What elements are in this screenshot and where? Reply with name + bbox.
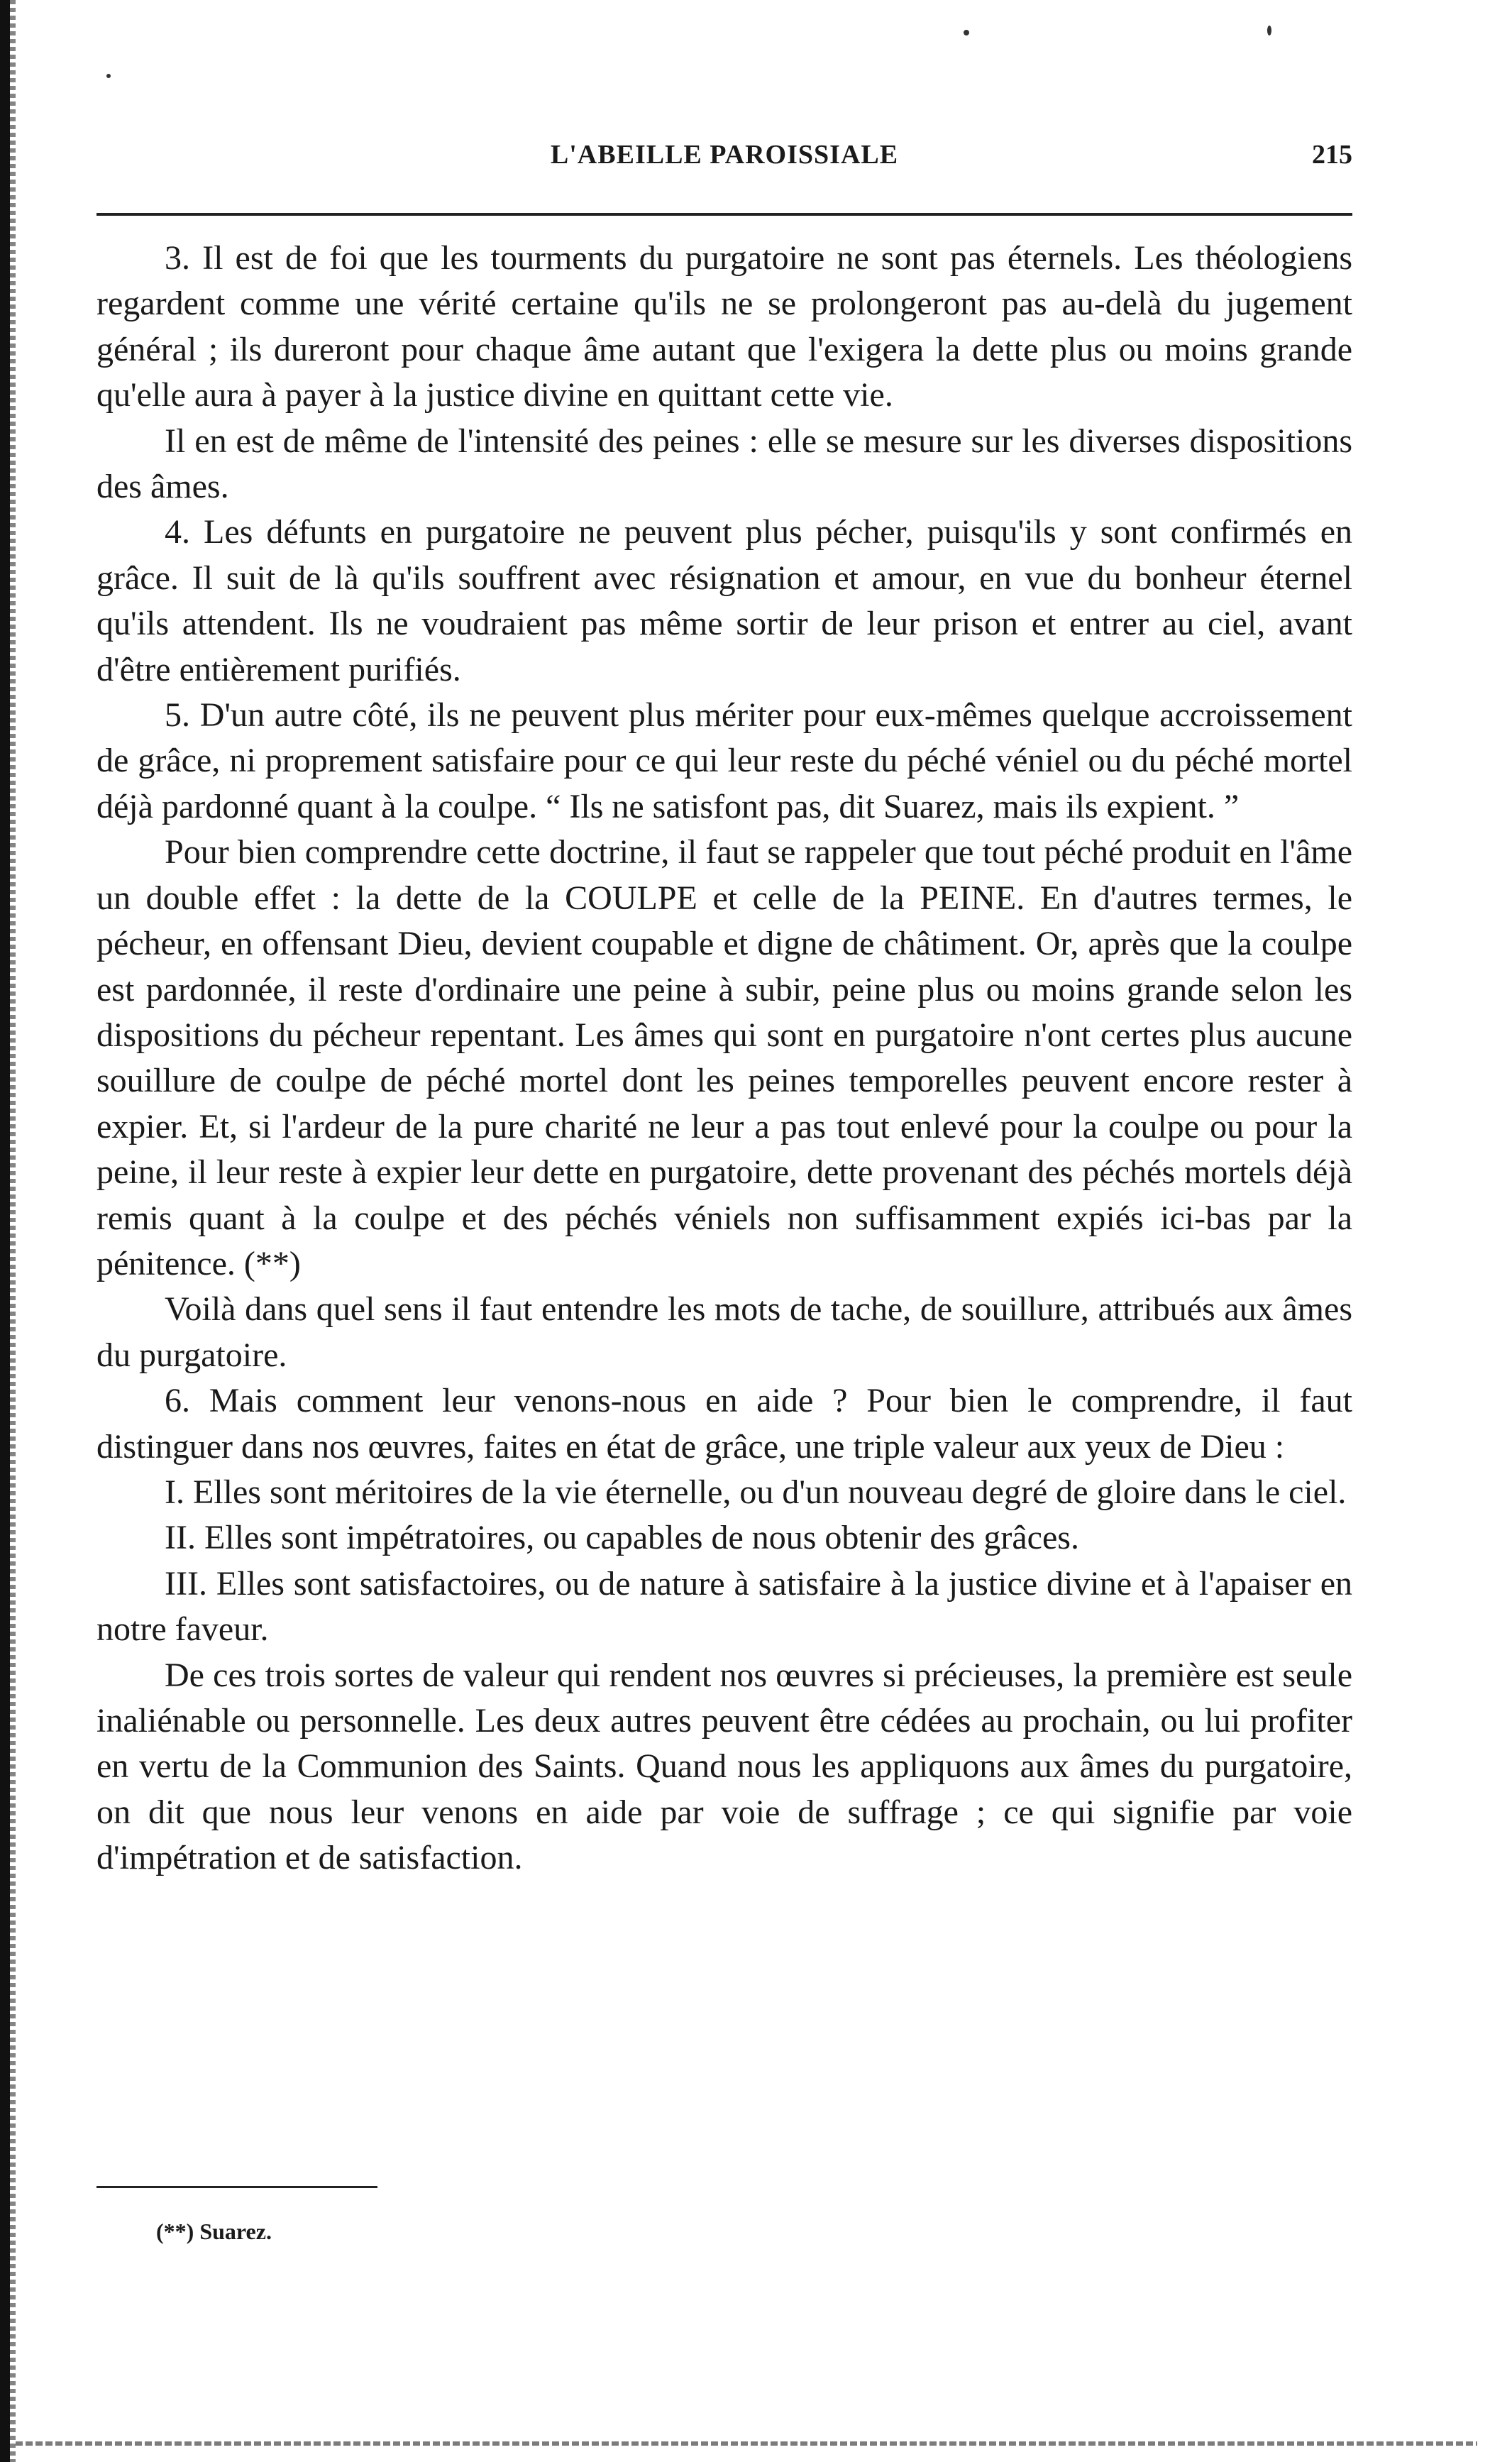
paragraph: I. Elles sont méritoires de la vie éternelle, ou d'un nouveau degré de gloire dans le ciel. [165,1473,1347,1511]
footnote-rule [96,2186,377,2188]
paragraph: 4. Les défunts en purgatoire ne peuvent plus pécher, puisqu'ils y sont confirmés en grâce. Il suit de là qu'ils souffrent avec résignation et amour, en vue du bonheur éternel qu'ils attendent. Ils ne voudraient pas même sortir de leur prison et entrer au ciel, avant d'être entièrement purifiés. [96,513,1352,688]
paragraph: 6. Mais comment leur venons-nous en aide ? Pour bien le comprendre, il faut distinguer dans nos œuvres, faites en état de grâce, une triple valeur aux yeux de Dieu : [96,1382,1352,1466]
page-number: 215 [1312,140,1352,170]
page-header [96,139,1352,182]
paragraph: Il en est de même de l'intensité des peines : elle se mesure sur les diverses dispositions des âmes. [96,422,1352,506]
scan-binding-texture [10,0,16,2462]
running-head: L'ABEILLE PAROISSIALE [550,140,899,170]
scan-speck [106,74,111,78]
paragraph: 3. Il est de foi que les tourments du purgatoire ne sont pas éternels. Les théologiens regardent comme une vérité certaine qu'ils ne se prolongeront pas au-delà du jugement général ; ils dureront pour chaque âme autant que l'exigera la dette plus ou moins grande qu'elle aura à payer à la justice divine en quittant cette vie. [96,239,1352,414]
paragraph: III. Elles sont satisfactoires, ou de nature à satisfaire à la justice divine et à l'apaiser en notre faveur. [96,1564,1352,1649]
scan-speck [1267,26,1271,35]
scan-bottom-edge [16,2441,1477,2446]
scan-speck [964,30,969,35]
scan-binding-edge [0,0,10,2462]
header-rule [96,213,1352,216]
paragraph: 5. D'un autre côté, ils ne peuvent plus mériter pour eux-mêmes quelque accroissement de grâce, ni proprement satisfaire pour ce qui leur reste du péché véniel ou du péché mortel déjà pardonné quant à la coulpe. “ Ils ne satisfont pas, dit Suarez, mais ils expient. ” [96,696,1352,825]
body-text [96,236,1352,1881]
footnote: (**) Suarez. [156,2219,272,2244]
paragraph: II. Elles sont impétratoires, ou capables de nous obtenir des grâces. [165,1519,1079,1557]
paragraph: Pour bien comprendre cette doctrine, il faut se rappeler que tout péché produit en l'âme un double effet : la dette de la COULPE et celle de la PEINE. En d'autres termes, le pécheur, en offensant Dieu, devient coupable et digne de châtiment. Or, après que la coulpe est pardonnée, il reste d'ordinaire une peine à subir, peine plus ou moins grande selon les dispositions du pécheur repentant. Les âmes qui sont en purgatoire n'ont certes plus aucune souillure de coulpe de péché mortel dont les peines temporelles peuvent encore rester à expier. Et, si l'ardeur de la pure charité ne leur a pas tout enlevé pour la coulpe ou pour la peine, il leur reste à expier leur dette en purgatoire, dette provenant des péchés mortels déjà remis quant à la coulpe et des péchés véniels non suffisamment expiés ici-bas par la pénitence. (**) [96,833,1352,1282]
paragraph: De ces trois sortes de valeur qui rendent nos œuvres si précieuses, la première est seule inaliénable ou personnelle. Les deux autres peuvent être cédées au prochain, ou lui profiter en vertu de la Communion des Saints. Quand nous les appliquons aux âmes du purgatoire, on dit que nous leur venons en aide par voie de suffrage ; ce qui signifie par voie d'impétration et de satisfaction. [96,1656,1352,1877]
paragraph: Voilà dans quel sens il faut entendre les mots de tache, de souillure, attribués aux âmes du purgatoire. [96,1290,1352,1374]
